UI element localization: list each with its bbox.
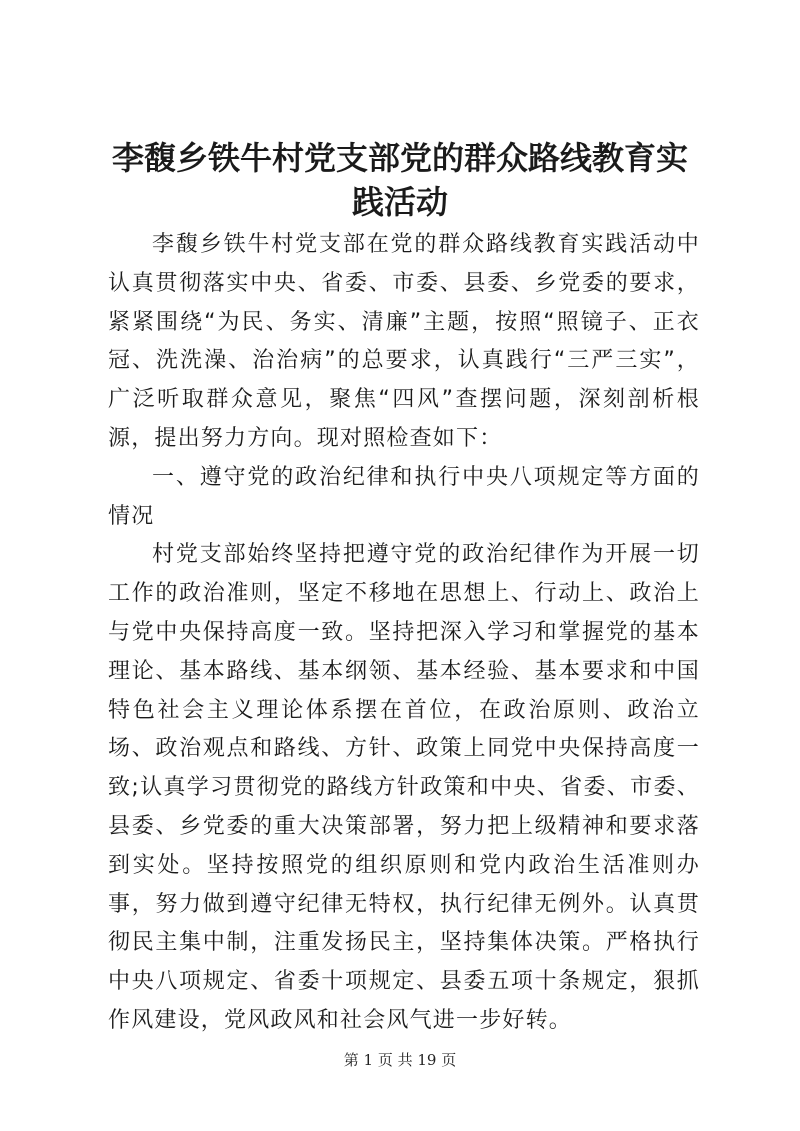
page-number-footer: 第 1 页 共 19 页 bbox=[343, 1051, 457, 1069]
document-body bbox=[108, 226, 700, 1041]
section-heading: 一、遵守党的政治纪律和执行中央八项规定等方面的情况 bbox=[108, 464, 700, 529]
intro-paragraph: 李馥乡铁牛村党支部在党的群众路线教育实践活动中认真贯彻落实中央、省委、市委、县委、乡党委的要求，紧紧围绕“为民、务实、清廉”主题，按照“照镜子、正衣冠、洗洗澡、治治病”的总要求，认真践行“三严三实”，广泛听取群众意见，聚焦“四风”查摆问题，深刻剖析根源，提出努力方向。现对照检查如下： bbox=[108, 232, 700, 451]
document-title: 李馥乡铁牛村党支部党的群众路线教育实践活动 bbox=[111, 139, 688, 221]
body-paragraph: 村党支部始终坚持把遵守党的政治纪律作为开展一切工作的政治准则，坚定不移地在思想上、行动上、政治上与党中央保持高度一致。坚持把深入学习和掌握党的基本理论、基本路线、基本纲领、基本经验、基本要求和中国特色社会主义理论体系摆在首位，在政治原则、政治立场、政治观点和路线、方针、政策上同党中央保持高度一致;认真学习贯彻党的路线方针政策和中央、省委、市委、县委、乡党委的重大决策部署，努力把上级精神和要求落到实处。坚持按照党的组织原则和党内政治生活准则办事，努力做到遵守纪律无特权，执行纪律无例外。认真贯彻民主集中制，注重发扬民主，坚持集体决策。严格执行中央八项规定、省委十项规定、县委五项十条规定，狠抓作风建设，党风政风和社会风气进一步好转。 bbox=[108, 542, 700, 1033]
